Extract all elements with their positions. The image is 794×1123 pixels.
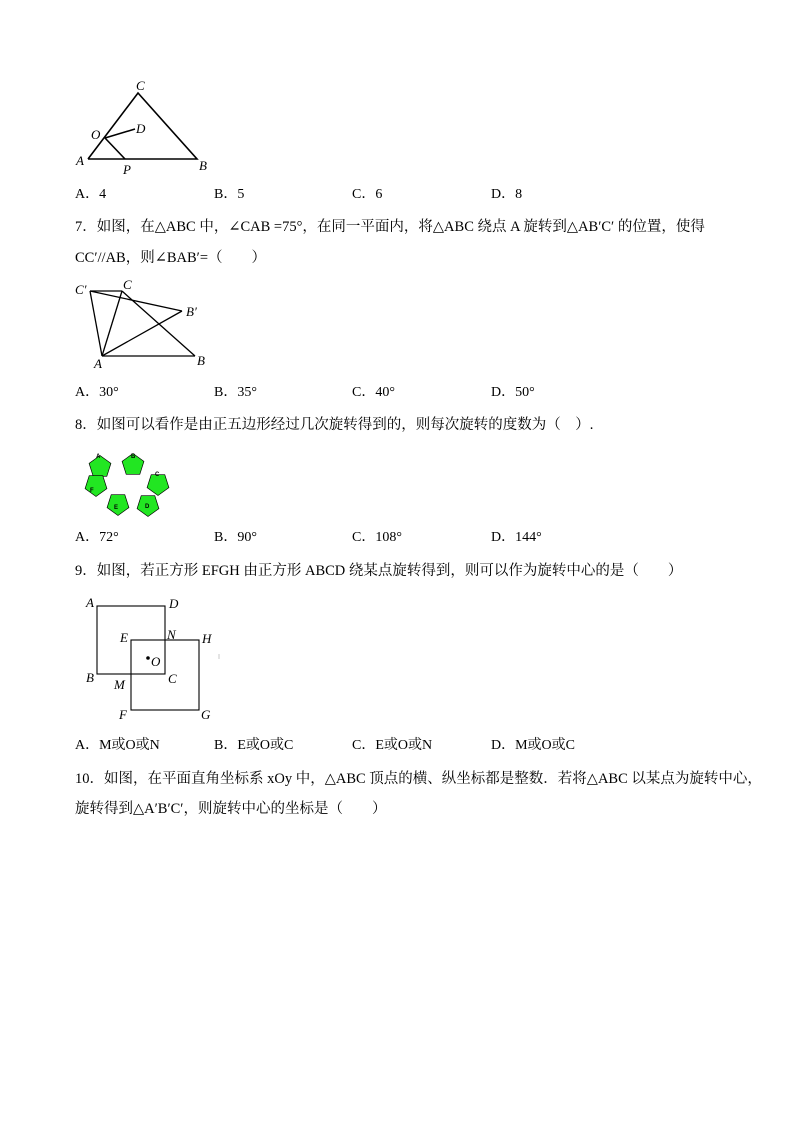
q8-option-a: A．72° <box>75 530 119 545</box>
label-F: F <box>119 707 127 722</box>
label-E: E <box>120 630 128 645</box>
q7-option-b: B．35° <box>214 385 257 400</box>
label-B1: B′ <box>186 304 197 319</box>
q6-option-b: B．5 <box>214 187 245 202</box>
pent-label-d: D <box>145 504 150 510</box>
label-D: D <box>136 121 146 136</box>
label-A: A <box>76 153 84 168</box>
label-D: D <box>169 596 179 611</box>
q8-option-b: B．90° <box>214 530 257 545</box>
q7-option-c: C．40° <box>352 385 395 400</box>
q8-text-line1: 8．如图可以看作是由正五边形经过几次旋转得到的，则每次旋转的度数为（ ）. <box>75 417 594 433</box>
pent-label-b: B <box>131 454 136 460</box>
label-O: O <box>151 654 161 669</box>
q9-option-c: C．E或O或N <box>352 738 433 753</box>
label-C: C <box>123 277 132 292</box>
label-B: B <box>199 158 207 173</box>
label-M: M <box>114 677 125 692</box>
q9-option-d: D．M或O或C <box>491 738 576 753</box>
pentagon-6 <box>85 476 107 497</box>
q6-option-a: A．4 <box>75 187 107 202</box>
label-A: A <box>86 595 94 610</box>
q10-text-line1: 10．如图，在平面直角坐标系 xOy 中，△ABC 顶点的横、纵坐标都是整数．若将△ABC 以某点为旋转中心， <box>75 771 762 787</box>
q6-option-d: D．8 <box>491 187 523 202</box>
q9-option-b: B．E或O或C <box>214 738 294 753</box>
label-N: N <box>167 627 176 642</box>
q8-option-d: D．144° <box>491 530 542 545</box>
point-o <box>146 656 150 660</box>
pent-label-f: F <box>90 488 94 494</box>
pent-label-c: C <box>155 472 160 478</box>
label-O: O <box>91 127 101 142</box>
pent-label-a: A <box>96 454 101 460</box>
label-C1: C′ <box>75 282 87 297</box>
q9-option-a: A．M或O或N <box>75 738 160 753</box>
q6-figure <box>72 75 212 180</box>
q7-option-d: D．50° <box>491 385 535 400</box>
pent-label-e: E <box>114 505 119 511</box>
q9-squares-figure <box>80 592 225 724</box>
label-P: P <box>123 162 131 177</box>
label-B: B <box>197 353 205 368</box>
q7-figure <box>72 276 212 371</box>
q8-option-c: C．108° <box>352 530 402 545</box>
q10-text-line2: 旋转得到△A′B′C′，则旋转中心的坐标是（ ） <box>75 801 387 817</box>
q7-text-line1: 7．如图，在△ABC 中，∠CAB =75°，在同一平面内，将△ABC 绕点 A 旋转到△AB′C′ 的位置，使得 <box>75 219 705 235</box>
q8-pentagon-figure <box>78 448 173 518</box>
q9-text-line1: 9．如图，若正方形 EFGH 由正方形 ABCD 绕某点旋转得到，则可以作为旋转中心的是（ ） <box>75 563 683 579</box>
q7-text-line2: CC′//AB，则∠BAB′=（ ） <box>75 250 267 266</box>
q7-option-a: A．30° <box>75 385 119 400</box>
label-G: G <box>201 707 211 722</box>
label-C: C <box>136 78 145 93</box>
label-C: C <box>168 671 177 686</box>
label-A: A <box>94 356 102 371</box>
label-B: B <box>86 670 94 685</box>
label-H: H <box>202 631 212 646</box>
q6-option-c: C．6 <box>352 187 383 202</box>
